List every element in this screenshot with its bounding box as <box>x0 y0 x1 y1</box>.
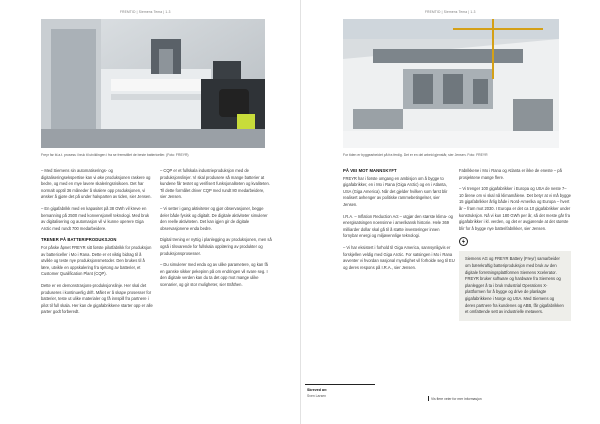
section-heading: TRENER PÅ BATTERIPRODUKSJON <box>41 237 117 243</box>
more-info-link[interactable] <box>428 396 482 401</box>
fact-box: Siemens AG og FREYR Battery (Freyr) samarbeider om bærekraftig batteriproduksjon med bruk av den digitale forretningsplattformen Siemens Xcelerator. FREYR bruker software og hardware fra Siemens og planlegger å ta i bruk Industrial Operations X-plattformen for å bygge og drive de planlagte gigafabrikkene i Norge og USA. Med Siemens og deres partnere fra kundenes og ABB, får gigafabrikken et omfattende sett av industrielle metavers. <box>459 251 571 320</box>
text-column-1 <box>343 168 455 276</box>
paragraph: FREYR har i første omgang en ambisjon om å bygge to gigafabrikker, en i Mo i Rana (Giga Arctic) og en i Atlanta, USA (Giga America). Når det gjelder hvilken som først blir realisert avhenger av politiske rammebetingelser, sier Jensen. <box>343 175 448 207</box>
paragraph: I.R.A. – Inflation Reduction Act – utgjør den største klima- og energisatsingen noensinne i amerikansk historie. Hele 369 milliarder dollar skal gå til å støtte investeringer innen fornybar energi og miljøvennlige teknologi. <box>343 213 453 239</box>
lightning-icon <box>459 237 468 246</box>
text-column-2 <box>160 168 272 294</box>
photo-caption: For tiden er byggearbeidet på fra ferdig. Det er en del arbeid gjenstår, sier Jensen. Foto: FREYR <box>343 153 488 157</box>
paragraph: – CQP er et fullskala industrieproduksjon med de produksjonslinjer. Vi skal produsere så mange batterier at kundene får testet og verifisert funksjonaliteten og kvaliteten. Til dette formålet driver CQP med rundt 80 medarbeidere, sier Jensen. <box>160 168 270 200</box>
section-heading: PÅ VEI MOT MANNSKYFT <box>343 168 397 173</box>
paragraph: – Med Siemens sin automatiserings- og digitaliseringsekspertise kan vi øke produksjonen raskere og bedre, og med en mye lavere skaleringsrisikoen. Det har normalt opptil 36 måneder å skalere opp produksjonen, vi ønsker å gjøre det på under halvparten av tiden, sier Jensen. <box>41 168 152 200</box>
paragraph: For påske åpnet FREYR sitt første pilotfabrikk for produksjon av battericeller i Mo i Rana. Dette er et viktig bidrag til å utvikle og teste nye produksjonsmetoder. Den brukes til å lære, utvikle en oppskalering fra sjetong av batterier, et Customer Qualification Plant (CQP). <box>41 244 152 277</box>
paragraph: – Du simulerer med enda og av ulike parametere, og kan få en ganske sikker pekepinn på om endringen vil svare seg. I den digitale verden kan du ta det opp mot mange ulike scenarier, og gir stor muligheter, sier Bråthen. <box>160 262 268 287</box>
footer-author: Sven Larsen <box>307 394 327 398</box>
running-header: FREMTID | Siemens Tema | 1-3 <box>425 10 476 14</box>
paragraph: – En gigafabrikk med en kapasitet på 38 GWh vil kreve en bemanning på 2500 med konvensjonell teknologi. Med bruk av digitalisering og automasjon vil vi kunne operere Giga Arctic med rundt 700 medarbeidere. <box>41 205 150 231</box>
marker-icon <box>428 396 429 401</box>
paragraph: – Vi har eksistert i forhold til Giga America, sannsynligvis er forskjellen veldig med Giga Arctic. For satsingen i Mo i Rana avventer vi hvordan nasjonal myndighet vil forholde seg til EU og deres respons på I.R.A., sier Jensen. <box>343 244 455 270</box>
footer-rule <box>305 384 375 385</box>
factory-robot-image <box>41 19 265 148</box>
construction-site-image <box>343 19 559 148</box>
paragraph: – Vi setter i gang aktiviteter og gjør observasjoner, begge deler både fysisk og digitalt. De digitale aktiviteter simulerer den reelle aktiviteten. Det kan igjen gir de digitale observasjonene enda bedre. <box>160 205 268 231</box>
construction-site-photo <box>343 19 559 148</box>
factory-robot-photo <box>41 19 265 148</box>
text-column-2 <box>459 168 571 321</box>
more-info-label: Vis flere veier for mer informasjon <box>431 396 482 401</box>
photo-caption: Freyr far bl.a.t. prosess i bruk til utviklingen i fra se fremstillet de beste battericeller. (Foto: FREYR) <box>41 153 189 157</box>
paragraph: Digital trening er nyttig i planlegging av produksjonen, men så også i tilsvarende for fullskala opplæring av produkter og produksjonsprosesser. <box>160 237 272 256</box>
paragraph: Fabrikkene i Mo i Rana og Atlanta er ikke de eneste – på prosjektene mange flere. <box>459 168 562 180</box>
right-page <box>300 0 600 424</box>
text-column-1 <box>41 168 153 321</box>
footer-title: Skreved av: <box>307 388 328 392</box>
paragraph: Dette er en demonstrasjons-produksjonslinje. Her skal det produseres i kontinuerlig drift. Målet er å skape prosesser for batterier, teste ut ulike materialer og få innspill fra partnere i pilot til full skala. Her kan de gigafabrikkene starter opp er alle parter godt forberedt. <box>41 282 153 315</box>
paragraph: – Vi trenger 100 gigafabrikker i Europa og USA de neste 7–10 årene om vi skal nå klimamålene. Det betyr at vi må bygge 15 gigafabrikker årlig både i Nord-Amerika og Europa – hvert år – fram mot 2030. I Europa er det ca 10 gigafabrikker under konstruksjon. Nå vi kun 180 GWh per år, så det meste går fra gigafabrikker i kl. verden, og det er avgjørende at det største blir for å bygge nye batterifabrikker, sier Jensen. <box>459 186 571 231</box>
running-header: FREMTID | Siemens Tema | 1-3 <box>120 10 171 14</box>
